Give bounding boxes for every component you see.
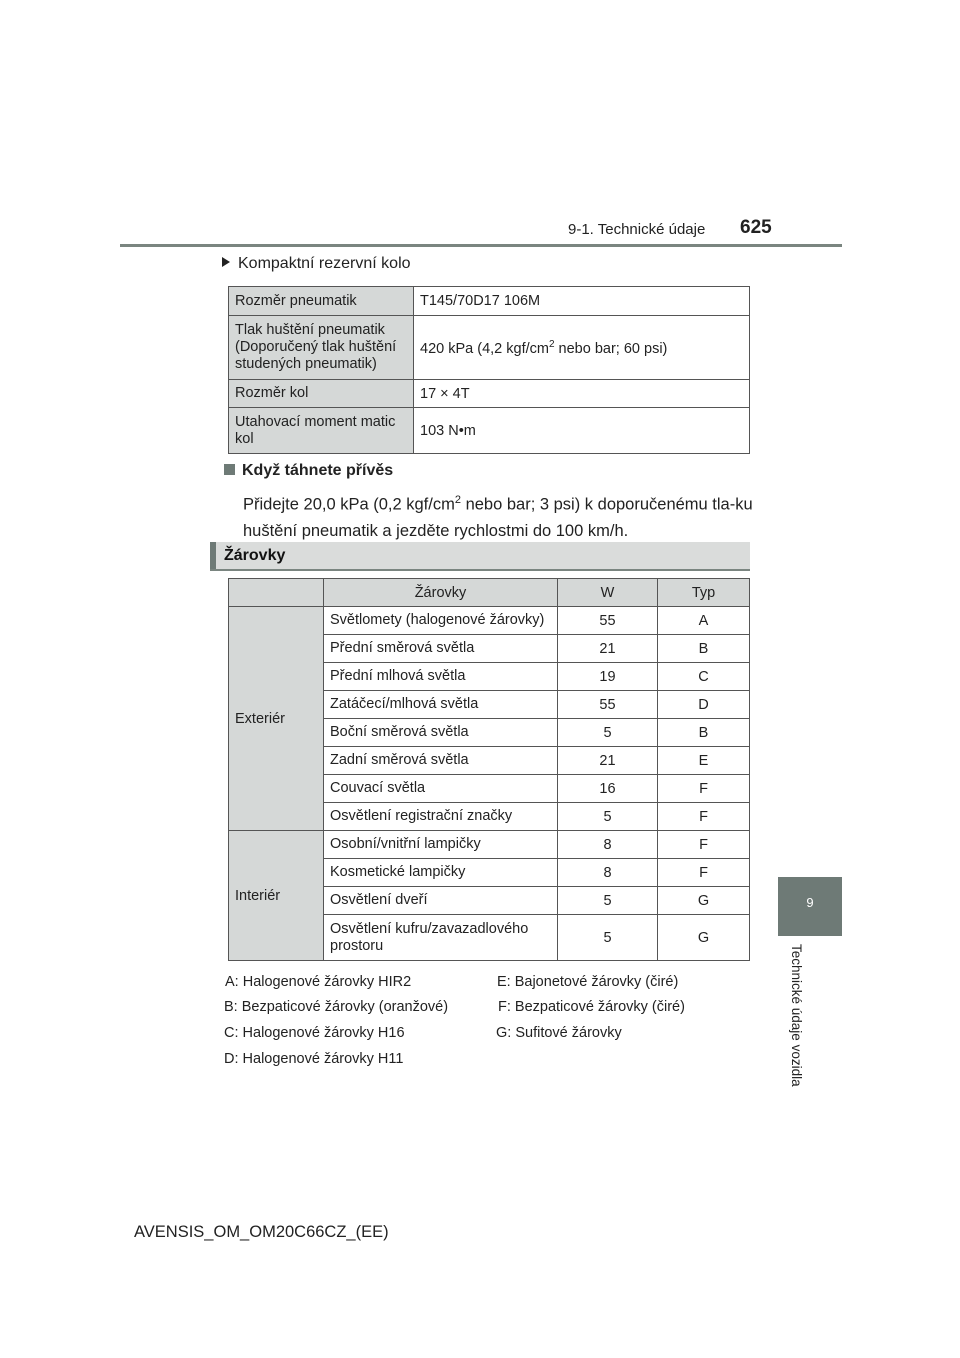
bulb-name: Couvací světla [324,775,558,803]
column-header: W [558,579,658,607]
towing-heading-text: Když táhnete přívěs [242,462,394,479]
column-header [229,579,324,607]
legend-item: B: Bezpaticové žárovky (oranžové) [224,999,449,1015]
bulb-type: A [658,607,750,635]
spec-label: Utahovací moment matic kol [229,408,414,454]
bulb-name: Osvětlení registrační značky [324,803,558,831]
bulb-name: Přední mlhová světla [324,663,558,691]
page-number: 625 [740,217,772,238]
bulb-name: Přední směrová světla [324,635,558,663]
table-row [229,607,750,635]
header-divider [120,244,842,247]
table-row [229,316,750,380]
table-row [229,408,750,454]
bulb-watt: 5 [558,887,658,915]
bulb-watt: 5 [558,719,658,747]
bulb-type: F [658,859,750,887]
group-label: Exteriér [229,607,324,831]
bulb-watt: 8 [558,831,658,859]
section-accent [210,542,216,569]
pressure-value-suffix: nebo bar; 60 psi) [554,340,668,357]
bulb-watt: 19 [558,663,658,691]
bulb-type: F [658,831,750,859]
spec-label: Rozměr kol [229,380,414,408]
bulb-type: F [658,775,750,803]
table-row [229,380,750,408]
section-title: 9-1. Technické údaje [568,221,706,238]
bulb-watt: 55 [558,607,658,635]
group-label: Interiér [229,831,324,961]
superscript: 2 [454,494,461,506]
bulb-name: Kosmetické lampičky [324,859,558,887]
spec-value: T145/70D17 106M [414,287,750,316]
spec-value: 17 × 4T [414,380,750,408]
spare-wheel-heading-text: Kompaktní rezervní kolo [238,255,411,272]
bulb-name: Světlomety (halogenové žárovky) [324,607,558,635]
bulb-name: Boční směrová světla [324,719,558,747]
table-row [229,831,750,859]
bulb-type: G [658,915,750,961]
bulb-type: G [658,887,750,915]
chapter-title: Technické údaje vozidla [789,944,804,1087]
spec-value: 103 N•m [414,408,750,454]
towing-heading [224,462,393,480]
chapter-number: 9 [806,895,814,910]
spec-value [414,316,750,380]
bulbs-table [228,578,750,961]
spec-label: Rozměr pneumatik [229,287,414,316]
legend-item: E: Bajonetové žárovky (čiré) [497,974,679,990]
triangle-bullet-icon [222,257,230,267]
bulb-watt: 5 [558,915,658,961]
spare-wheel-table [228,286,750,454]
legend-item: A: Halogenové žárovky HIR2 [225,974,412,990]
pressure-value: 420 kPa (4,2 kgf/cm [420,340,549,357]
bulb-name: Osobní/vnitřní lampičky [324,831,558,859]
bulb-type: B [658,719,750,747]
bulb-watt: 55 [558,691,658,719]
bulb-type: B [658,635,750,663]
document-code: AVENSIS_OM_OM20C66CZ_(EE) [134,1223,389,1241]
bulbs-heading: Žárovky [224,547,286,564]
bulb-type: F [658,803,750,831]
legend-item: F: Bezpaticové žárovky (čiré) [498,999,685,1015]
bulb-name: Osvětlení kufru/zavazadlového prostoru [324,915,558,961]
bulb-name: Zatáčecí/mlhová světla [324,691,558,719]
column-header: Žárovky [324,579,558,607]
table-row [229,287,750,316]
spare-wheel-heading [222,255,411,273]
legend-item: C: Halogenové žárovky H16 [224,1025,405,1041]
bulb-watt: 8 [558,859,658,887]
square-bullet-icon [224,464,235,475]
bulbs-section-header [210,542,750,571]
superscript: 2 [548,338,555,350]
legend-item: D: Halogenové žárovky H11 [224,1051,404,1067]
spec-label: Tlak huštění pneumatik (Doporučený tlak huštění studených pneumatik) [229,316,414,380]
column-header: Typ [658,579,750,607]
bulb-watt: 5 [558,803,658,831]
bulb-type: C [658,663,750,691]
towing-text-part: Přidejte 20,0 kPa (0,2 kgf/cm [243,495,455,514]
legend-item: G: Sufitové žárovky [496,1025,622,1041]
bulb-name: Zadní směrová světla [324,747,558,775]
bulb-watt: 21 [558,747,658,775]
towing-text [243,487,763,544]
bulb-watt: 16 [558,775,658,803]
bulb-name: Osvětlení dveří [324,887,558,915]
chapter-tab [778,877,842,936]
bulb-watt: 21 [558,635,658,663]
bulb-type: E [658,747,750,775]
bulb-type: D [658,691,750,719]
towing-text-part: nebo bar; 3 psi) k doporučenému tla-ku huštění pneumatik a jezděte rychlostmi do 100 km/h. [243,495,753,540]
table-header-row [229,579,750,607]
